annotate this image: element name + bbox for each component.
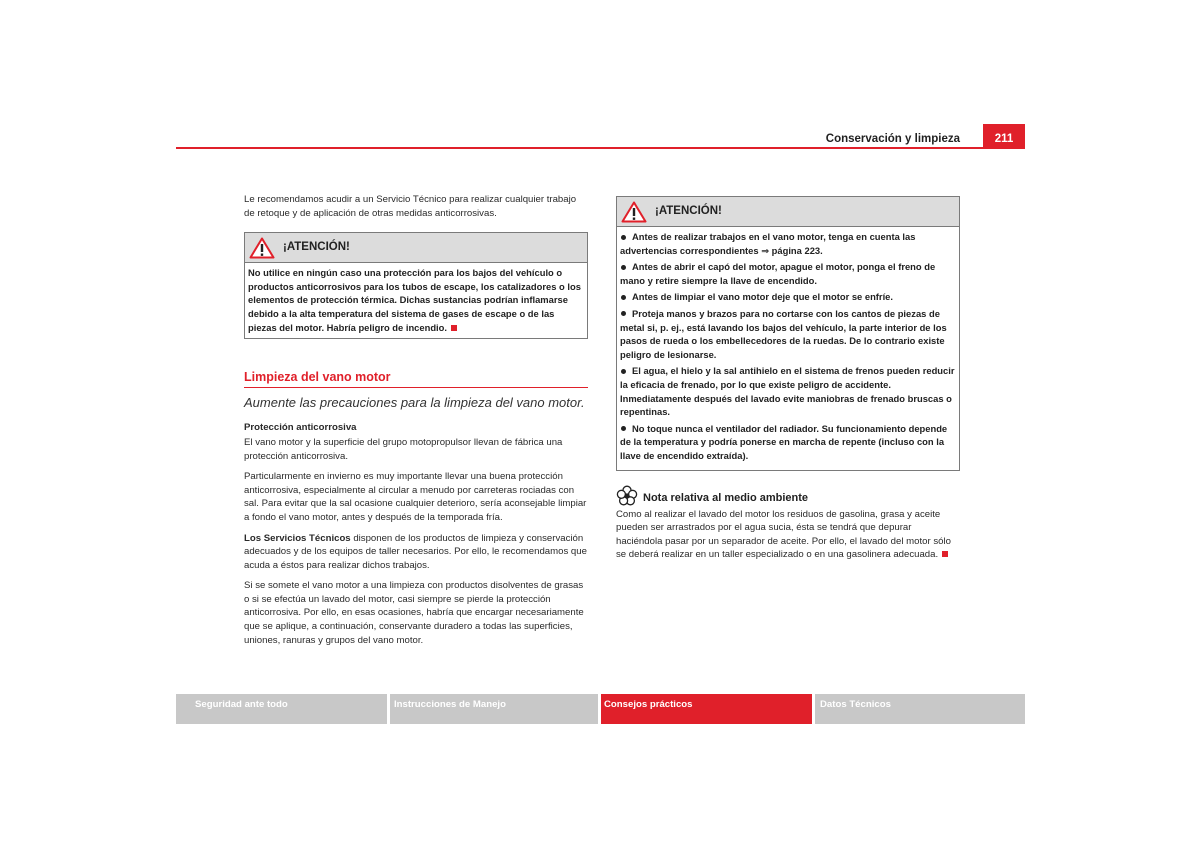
paragraph-4: Si se somete el vano motor a una limpieza con productos disolventes de grasas o si se efectúa un lavado del motor, casi siempre se pierde la protección anticorrosiva. Por ello, en esas ocasiones, habría que encargar necesariamente que se aplique, a continuación, conservante duradero a todas las superficies, uniones, ranuras y grupos del vano motor. [244, 580, 584, 646]
warning-title: ¡ATENCIÓN! [283, 240, 350, 253]
note-header [616, 485, 960, 507]
warning-box-right [616, 196, 960, 471]
footer-tab-instrucciones[interactable]: Instrucciones de Manejo [390, 694, 598, 724]
paragraph-1: El vano motor y la superficie del grupo motopropulsor llevan de fábrica una protección anticorrosiva. [244, 436, 563, 462]
bullet [621, 426, 626, 431]
note-text: Como al realizar el lavado del motor los residuos de gasolina, grasa y aceite pueden ser arrastrados por el agua sucia, ésta se tendrá que depurar haciéndola pasar por un separador de aceite. Por ello, el lavado del motor sólo se deberá realizar en un taller especializado o en una gasolinera adecuada. [616, 508, 951, 561]
warning-header [245, 233, 587, 263]
warning-body [245, 263, 587, 338]
note-title: Nota relativa al medio ambiente [643, 492, 809, 505]
footer-nav [176, 694, 1025, 724]
bullet [621, 311, 626, 316]
warning-item: Proteja manos y brazos para no cortarse con los cantos de piezas de metal si, p. ej., está lavando los bajos del vehículo, la parte interior de los pasos de rueda o los embellecedores de la ruedas. De lo contrario existe peligro de lesionarse. [620, 307, 947, 360]
paragraph-2: Particularmente en invierno es muy importante llevar una buena protección anticorrosiva, especialmente al circular a menudo por carreteras rociadas con sal. Para evitar que la sal ocasione cualquier deterioro, sería aconsejable limpiar a fondo el vano motor, antes y después de la temporada fría. [244, 471, 587, 523]
end-mark [451, 325, 457, 331]
bullet [621, 235, 626, 240]
warning-item: No toque nunca el ventilador del radiador. Su funcionamiento depende de la temperatura y podría ponerse en marcha de repente (incluso con la llave de encendido extraída). [620, 422, 948, 461]
warning-item: Antes de abrir el capó del motor, apague el motor, ponga el freno de mano y retire siempre la llave de encendido. [620, 261, 936, 286]
footer-tab-consejos[interactable]: Consejos prácticos [601, 694, 812, 724]
warning-item: Antes de realizar trabajos en el vano motor, tenga en cuenta las advertencias correspondientes ⇒ página 223. [620, 231, 916, 256]
warning-item: Antes de limpiar el vano motor deje que el motor se enfríe. [620, 290, 955, 304]
paragraph-3-rest: disponen de los productos de limpieza y conservación adecuados y de los equipos de taller necesarios. Por ello, le recomendamos que acuda a éstos para realizar dichos trabajos. [244, 532, 587, 571]
paragraph-3-strong: Los Servicios Técnicos [244, 532, 351, 544]
paragraph-3 [244, 532, 588, 573]
warning-box-left [244, 232, 588, 339]
warning-title: ¡ATENCIÓN! [655, 204, 722, 217]
bullet [621, 295, 626, 300]
section-title: Limpieza del vano motor [244, 371, 588, 388]
intro-paragraph: Le recomendamos acudir a un Servicio Técnico para realizar cualquier trabajo de retoque y de aplicación de otras medidas anticorrosivas. [244, 194, 577, 219]
footer-tab-seguridad[interactable]: Seguridad ante todo [176, 694, 387, 724]
left-column [244, 193, 588, 654]
warning-body [617, 227, 959, 470]
footer-tab-datos[interactable]: Datos Técnicos [815, 694, 1025, 724]
flower-icon [616, 485, 638, 507]
sub-heading: Protección anticorrosiva [244, 422, 357, 434]
bullet [621, 369, 626, 374]
end-mark [942, 551, 948, 557]
section-subtitle: Aumente las precauciones para la limpieza del vano motor. [244, 394, 585, 410]
page-number: 211 [983, 124, 1025, 148]
bullet [621, 265, 626, 270]
warning-item: El agua, el hielo y la sal antihielo en el sistema de frenos pueden reducir la eficacia de frenado, por lo que existe peligro de accidente. Inmediatamente después del lavado evite maniobras de frenado bruscas o repentinas. [620, 365, 955, 418]
header-rule [176, 147, 1025, 149]
warning-header [617, 197, 959, 227]
warning-triangle-icon [621, 201, 647, 223]
warning-text: No utilice en ningún caso una protección para los bajos del vehículo o productos anticorrosivos para los tubos de escape, los catalizadores o los elementos de protección térmica. Dichas sustancias podrían inflamarse debido a la alta temperatura del sistema de gases de escape o de las piezas del motor. Habría peligro de incendio. [248, 267, 581, 333]
page-header-title: Conservación y limpieza [825, 133, 960, 145]
warning-triangle-icon [249, 237, 275, 259]
right-column [616, 196, 960, 569]
